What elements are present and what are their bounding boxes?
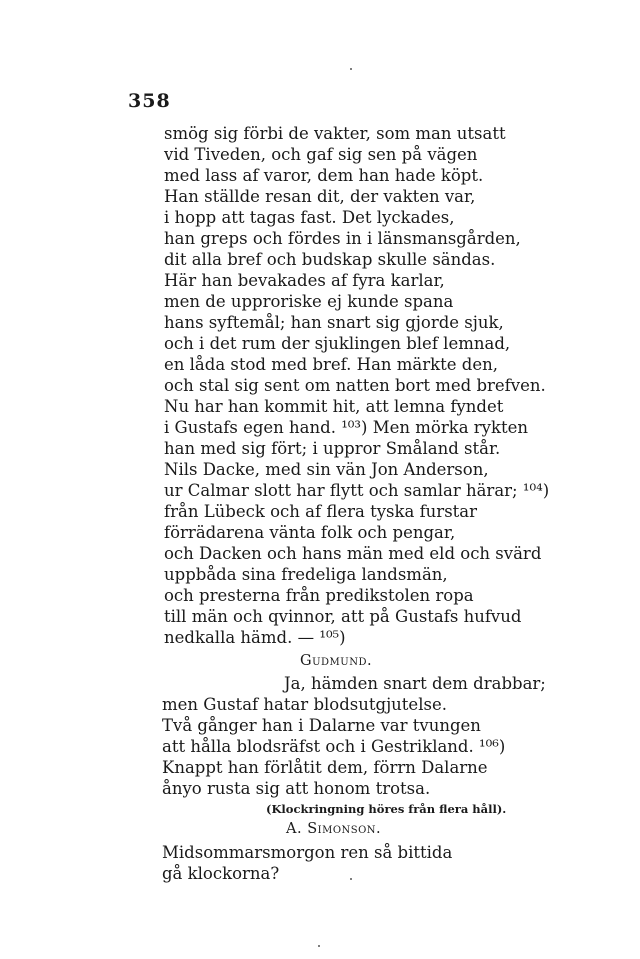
- verse-line: Här han bevakades af fyra karlar,: [164, 271, 445, 290]
- verse-line: dit alla bref och budskap skulle sändas.: [164, 250, 496, 269]
- verse-line: gå klockorna?: [162, 864, 280, 883]
- verse-line: Två gånger han i Dalarne var tvungen: [162, 716, 481, 735]
- verse-line: uppbåda sina fredeliga landsmän,: [164, 565, 448, 584]
- verse-line: att hålla blodsräfst och i Gestrikland. ¹⁰⁶): [162, 737, 506, 756]
- verse-line: i hopp att tagas fast. Det lyckades,: [164, 208, 455, 227]
- verse-line: en låda stod med bref. Han märkte den,: [164, 355, 498, 374]
- speck: [318, 945, 320, 947]
- verse-line: smög sig förbi de vakter, som man utsatt: [164, 124, 506, 143]
- verse-line: från Lübeck och af flera tyska furstar: [164, 502, 478, 521]
- page-number: 358: [128, 90, 171, 112]
- verse-line: Knappt han förlåtit dem, förrn Dalarne: [162, 758, 488, 777]
- speaker-name: Gudmund.: [300, 653, 373, 669]
- verse-line: nedkalla hämd. — ¹⁰⁵): [164, 628, 346, 647]
- verse-line: och stal sig sent om natten bort med brefven.: [164, 376, 546, 395]
- verse-line: han med sig fört; i uppror Småland står.: [164, 439, 501, 458]
- verse-line: till män och qvinnor, att på Gustafs hufvud: [164, 607, 522, 626]
- verse-line: men Gustaf hatar blodsutgjutelse.: [162, 695, 447, 714]
- verse-line: Ja, hämden snart dem drabbar;: [284, 674, 546, 693]
- verse-line: Nils Dacke, med sin vän Jon Anderson,: [164, 460, 489, 479]
- verse-line: han greps och fördes in i länsmansgården,: [164, 229, 521, 248]
- verse-line: Midsommarsmorgon ren så bittida: [162, 843, 453, 862]
- verse-line: med lass af varor, dem han hade köpt.: [164, 166, 484, 185]
- verse-line: Nu har han kommit hit, att lemna fyndet: [164, 397, 504, 416]
- verse-line: vid Tiveden, och gaf sig sen på vägen: [164, 145, 478, 164]
- verse-line: men de upproriske ej kunde spana: [164, 292, 454, 311]
- speck: [350, 878, 352, 880]
- verse-line: hans syftemål; han snart sig gjorde sjuk,: [164, 313, 504, 332]
- verse-line: ur Calmar slott har flytt och samlar härar; ¹⁰⁴): [164, 481, 550, 500]
- verse-line: och i det rum der sjuklingen blef lemnad,: [164, 334, 511, 353]
- verse-line: förrädarena vänta folk och pengar,: [164, 523, 456, 542]
- verse-line: ånyo rusta sig att honom trotsa.: [162, 779, 431, 798]
- verse-line: i Gustafs egen hand. ¹⁰³) Men mörka rykten: [164, 418, 529, 437]
- verse-line: Han ställde resan dit, der vakten var,: [164, 187, 476, 206]
- speck: [350, 68, 352, 70]
- verse-line: och presterna från predikstolen ropa: [164, 586, 474, 605]
- speaker-name: A. Simonson.: [286, 821, 382, 837]
- stage-direction: (Klockringning höres från flera håll).: [266, 802, 507, 816]
- verse-line: och Dacken och hans män med eld och svärd: [164, 544, 542, 563]
